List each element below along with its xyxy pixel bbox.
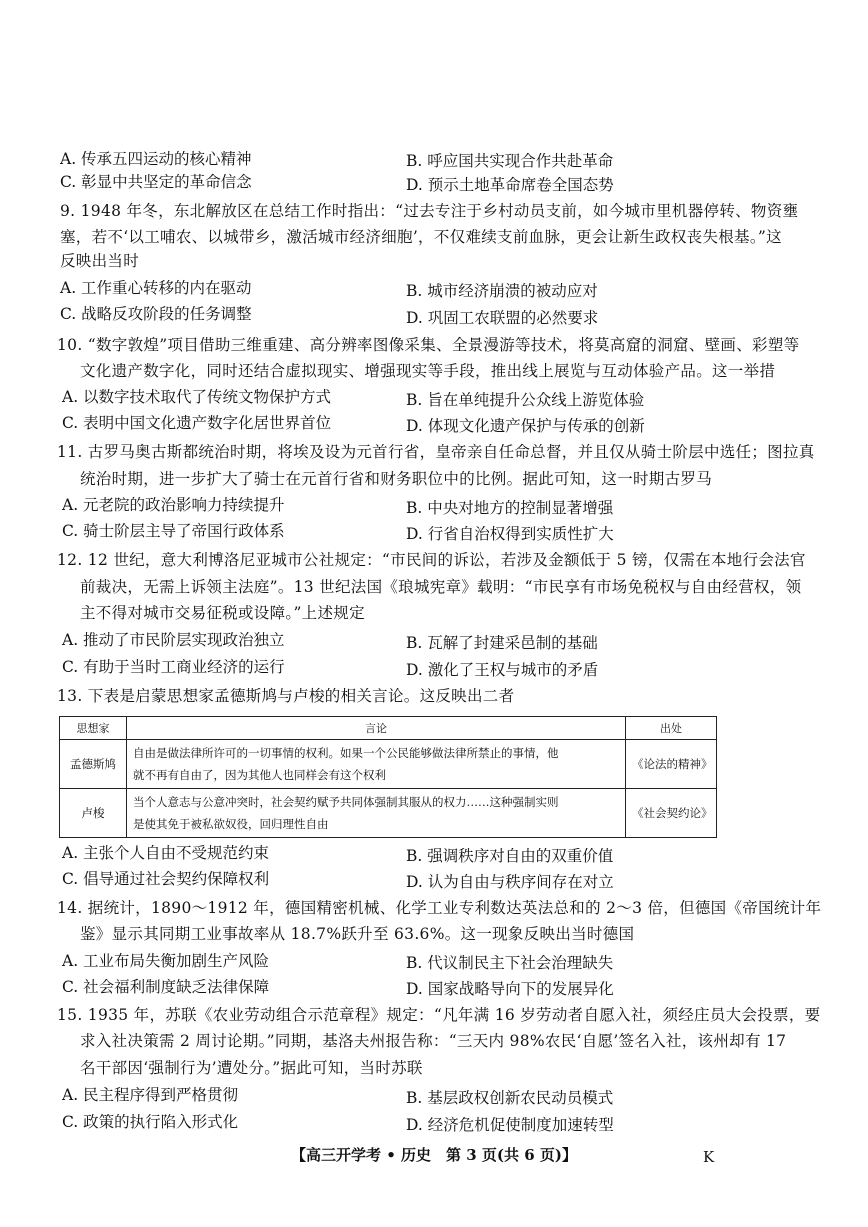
- q10-option-b: B. 旨在单纯提升公众线上游览体验: [406, 391, 645, 409]
- q15-option-c: C. 政策的执行陷入形式化: [62, 1113, 239, 1131]
- q9-stem-line-2: 塞，若不‘以工哺农、以城带乡，激活城市经济细胞’，不仅难续支前血脉，更会让新生政权丧失根基。”这: [60, 228, 782, 246]
- table-header-quote: 言论: [127, 717, 626, 740]
- q14-option-a: A. 工业布局失衡加剧生产风险: [62, 952, 270, 970]
- q13-option-c: C. 倡导通过社会契约保障权利: [62, 870, 270, 888]
- q14-option-d: D. 国家战略导向下的发展异化: [406, 980, 614, 998]
- q9-stem-line-3: 反映出当时: [60, 252, 140, 270]
- q12-stem-line-1: 12. 12 世纪，意大利博洛尼亚城市公社规定：“市民间的诉讼，若涉及金额低于 5 镑，仅需在本地行会法官: [57, 551, 806, 569]
- q11-stem-line-1: 11. 古罗马奥古斯都统治时期，将埃及设为元首行省，皇帝亲自任命总督，并且仅从骑士阶层中选任；图拉真: [57, 443, 815, 461]
- table-row: [60, 789, 717, 838]
- q12-option-c: C. 有助于当时工商业经济的运行: [62, 658, 285, 676]
- q14-option-c: C. 社会福利制度缺乏法律保障: [62, 978, 270, 996]
- q10-stem-line-1: 10. “数字敦煌”项目借助三维重建、高分辨率图像采集、全景漫游等技术，将莫高窟的洞窟、壁画、彩塑等: [57, 336, 800, 354]
- quote-cell: [127, 740, 626, 789]
- table-header-thinker: 思想家: [60, 717, 127, 740]
- q15-stem-line-2: 求入社决策需 2 周讨论期。”同期，基洛夫州报告称：“三天内 98%农民‘自愿’签名入社，该州却有 17: [80, 1032, 787, 1050]
- q11-option-a: A. 元老院的政治影响力持续提升: [62, 496, 285, 514]
- q12-option-d: D. 激化了王权与城市的矛盾: [406, 661, 599, 679]
- q11-stem-line-2: 统治时期，进一步扩大了骑士在元首行省和财务职位中的比例。据此可知，这一时期古罗马: [80, 470, 713, 488]
- table-header-source: 出处: [626, 717, 717, 740]
- q8-option-a: A. 传承五四运动的核心精神: [60, 150, 252, 168]
- q13-option-d: D. 认为自由与秩序间存在对立: [406, 873, 614, 891]
- quote-source: 《论法的精神》: [626, 740, 717, 789]
- quote-line: 自由是做法律所许可的一切事情的权利。如果一个公民能够做法律所禁止的事情，他: [133, 746, 559, 760]
- page-footer: 【高三开学考 • 历史 第 3 页(共 6 页)】: [291, 1146, 577, 1164]
- q14-stem-line-1: 14. 据统计，1890～1912 年，德国精密机械、化学工业专利数达英法总和的 2～3 倍，但德国《帝国统计年: [57, 899, 822, 917]
- quote-source: 《社会契约论》: [626, 789, 717, 838]
- q8-option-b: B. 呼应国共实现合作共赴革命: [406, 152, 614, 170]
- quote-line: 是使其免于被私欲奴役，回归理性自由: [133, 817, 329, 831]
- q10-option-a: A. 以数字技术取代了传统文物保护方式: [62, 388, 332, 406]
- q15-option-d: D. 经济危机促使制度加速转型: [406, 1116, 614, 1134]
- table-row: [60, 740, 717, 789]
- q8-option-d: D. 预示土地革命席卷全国态势: [406, 176, 614, 194]
- q11-option-c: C. 骑士阶层主导了帝国行政体系: [62, 522, 285, 540]
- q14-stem-line-2: 鉴》显示其同期工业事故率从 18.7%跃升至 63.6%。这一现象反映出当时德国: [80, 925, 635, 943]
- thinkers-quote-table: [59, 716, 717, 838]
- q15-option-a: A. 民主程序得到严格贯彻: [62, 1086, 239, 1104]
- q9-option-b: B. 城市经济崩溃的被动应对: [406, 282, 598, 300]
- q10-stem-line-2: 文化遗产数字化，同时还结合虚拟现实、增强现实等手段，推出线上展览与互动体验产品。这一举措: [80, 362, 776, 380]
- q8-option-c: C. 彰显中共坚定的革命信念: [60, 173, 252, 191]
- quote-cell: [127, 789, 626, 838]
- table-header-row: [60, 717, 717, 740]
- q10-option-d: D. 体现文化遗产保护与传承的创新: [406, 417, 645, 435]
- q12-option-a: A. 推动了市民阶层实现政治独立: [62, 631, 285, 649]
- q13-option-a: A. 主张个人自由不受规范约束: [62, 844, 270, 862]
- quote-line: 当个人意志与公意冲突时，社会契约赋予共同体强制其服从的权力……这种强制实则: [133, 795, 559, 809]
- q15-stem-line-3: 名干部因‘强制行为’遭处分。”据此可知，当时苏联: [80, 1059, 423, 1077]
- q11-option-b: B. 中央对地方的控制显著增强: [406, 499, 614, 517]
- q12-stem-line-3: 主不得对城市交易征税或设障。”上述规定: [80, 604, 365, 622]
- q10-option-c: C. 表明中国文化遗产数字化居世界首位: [62, 414, 332, 432]
- q14-option-b: B. 代议制民主下社会治理缺失: [406, 954, 614, 972]
- q15-stem-line-1: 15. 1935 年，苏联《农业劳动组合示范章程》规定：“凡年满 16 岁劳动者自愿入社，须经庄员大会投票，要: [57, 1006, 821, 1024]
- q12-option-b: B. 瓦解了封建采邑制的基础: [406, 634, 598, 652]
- q9-option-a: A. 工作重心转移的内在驱动: [60, 279, 252, 297]
- q9-option-c: C. 战略反攻阶段的任务调整: [60, 305, 252, 323]
- q13-stem-line-1: 13. 下表是启蒙思想家孟德斯鸠与卢梭的相关言论。这反映出二者: [57, 687, 515, 705]
- q9-stem-line-1: 9. 1948 年冬，东北解放区在总结工作时指出：“过去专注于乡村动员支前，如今城市里机器停转、物资壅: [60, 202, 799, 220]
- thinker-name: 孟德斯鸠: [60, 740, 127, 789]
- quote-line: 就不再有自由了，因为其他人也同样会有这个权利: [133, 768, 386, 782]
- thinker-name: 卢梭: [60, 789, 127, 838]
- q12-stem-line-2: 前裁决，无需上诉领主法庭”。13 世纪法国《琅城宪章》载明：“市民享有市场免税权与自由经营权，领: [80, 578, 802, 596]
- q9-option-d: D. 巩固工农联盟的必然要求: [406, 309, 599, 327]
- paper-version-mark: K: [703, 1148, 715, 1166]
- q13-option-b: B. 强调秩序对自由的双重价值: [406, 847, 614, 865]
- q15-option-b: B. 基层政权创新农民动员模式: [406, 1089, 614, 1107]
- q11-option-d: D. 行省自治权得到实质性扩大: [406, 525, 614, 543]
